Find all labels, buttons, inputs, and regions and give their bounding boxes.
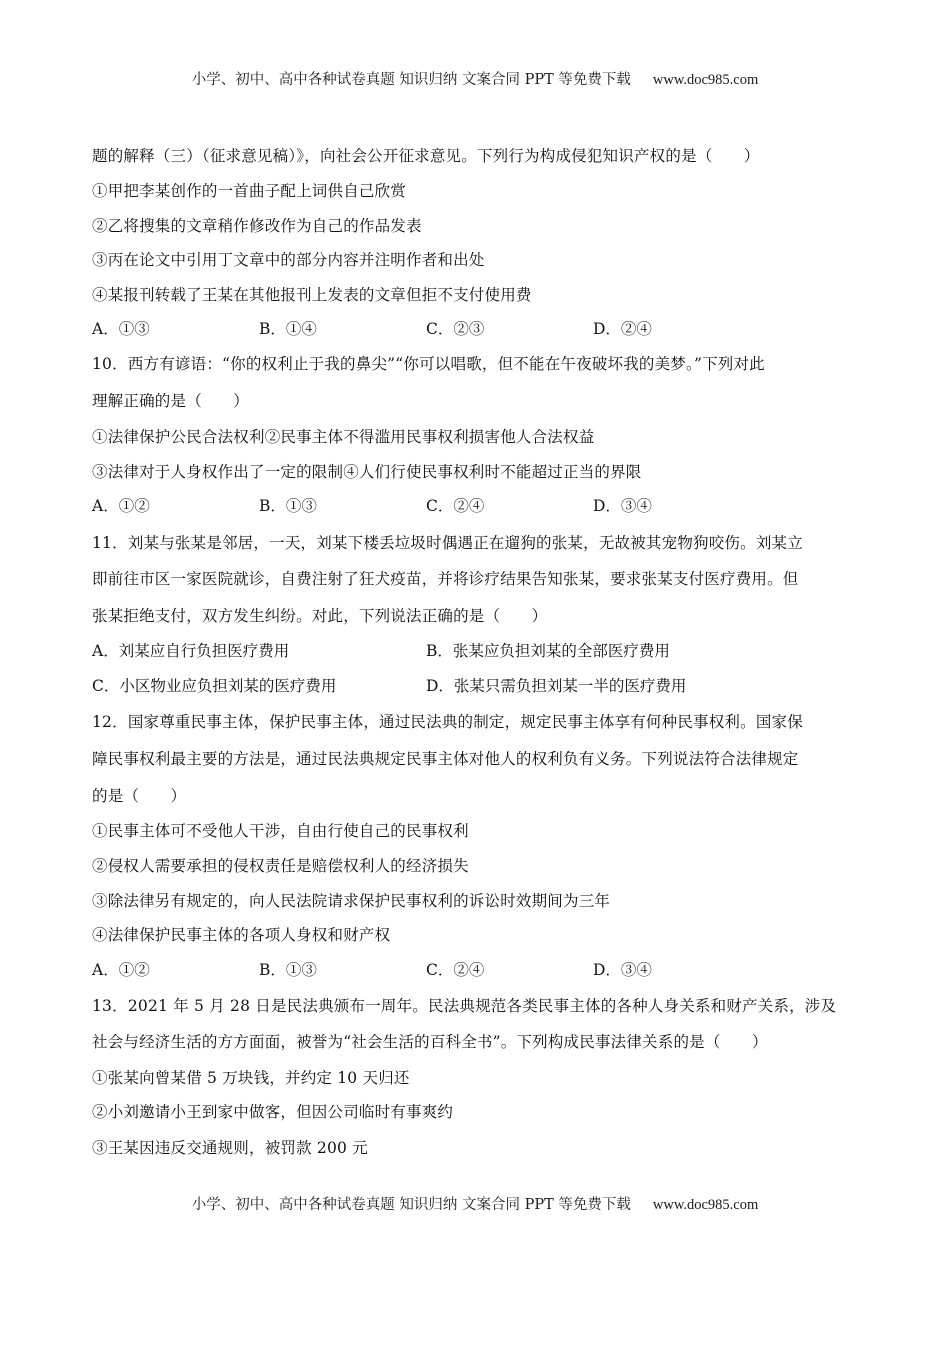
question-stem: 12．国家尊重民事主体，保护民事主体，通过民法典的制定，规定民事主体享有何种民事权利。国家保 xyxy=(92,713,803,731)
question-stem: 10．西方有谚语：“你的权利止于我的鼻尖”“你可以唱歌，但不能在午夜破坏我的美梦。”下列对此 xyxy=(92,355,765,373)
statement-item: ③法律对于人身权作出了一定的限制④人们行使民事权利时不能超过正当的界限 xyxy=(92,463,642,481)
page-header xyxy=(0,68,950,89)
question-stem: 的是（ ） xyxy=(92,787,187,805)
question-stem: 理解正确的是（ ） xyxy=(92,392,250,410)
option-b: B．张某应负担刘某的全部医疗费用 xyxy=(426,642,670,660)
statement-item: ③王某因违反交通规则，被罚款 200 元 xyxy=(92,1139,368,1157)
option-c: C．②③ xyxy=(426,320,485,338)
question-stem: 即前往市区一家医院就诊，自费注射了狂犬疫苗，并将诊疗结果告知张某，要求张某支付医疗费用。但 xyxy=(92,570,799,588)
header-url[interactable]: www.doc985.com xyxy=(652,72,759,88)
option-c: C．②④ xyxy=(426,497,485,515)
option-c: C．小区物业应负担刘某的医疗费用 xyxy=(92,677,337,695)
statement-item: ④法律保护民事主体的各项人身权和财产权 xyxy=(92,926,391,944)
option-a: A．①② xyxy=(92,961,150,979)
question-stem: 题的解释（三）（征求意见稿）》，向社会公开征求意见。下列行为构成侵犯知识产权的是（ ） xyxy=(92,147,760,165)
statement-item: ④某报刊转载了王某在其他报刊上发表的文章但拒不支付使用费 xyxy=(92,286,532,304)
option-a: A．刘某应自行负担医疗费用 xyxy=(92,642,290,660)
header-text: 小学、初中、高中各种试卷真题 知识归纳 文案合同 PPT 等免费下载 xyxy=(191,72,631,88)
question-stem: 张某拒绝支付，双方发生纠纷。对此，下列说法正确的是（ ） xyxy=(92,607,548,625)
option-b: B．①③ xyxy=(259,961,317,979)
question-stem: 11．刘某与张某是邻居，一天，刘某下楼丢垃圾时偶遇正在遛狗的张某，无故被其宠物狗咬伤。刘某立 xyxy=(92,534,803,552)
statement-item: ①张某向曾某借 5 万块钱，并约定 10 天归还 xyxy=(92,1069,410,1087)
option-b: B．①③ xyxy=(259,497,317,515)
statement-item: ②侵权人需要承担的侵权责任是赔偿权利人的经济损失 xyxy=(92,857,469,875)
footer-text: 小学、初中、高中各种试卷真题 知识归纳 文案合同 PPT 等免费下载 xyxy=(191,1197,631,1213)
statement-item: ③丙在论文中引用丁文章中的部分内容并注明作者和出处 xyxy=(92,251,485,269)
option-d: D．③④ xyxy=(593,961,652,979)
option-d: D．③④ xyxy=(593,497,652,515)
question-stem: 障民事权利最主要的方法是，通过民法典规定民事主体对他人的权利负有义务。下列说法符合法律规定 xyxy=(92,750,799,768)
statement-item: ①民事主体可不受他人干涉，自由行使自己的民事权利 xyxy=(92,822,469,840)
statement-item: ①甲把李某创作的一首曲子配上词供自己欣赏 xyxy=(92,182,407,200)
statement-item: ①法律保护公民合法权利②民事主体不得滥用民事权利损害他人合法权益 xyxy=(92,428,595,446)
statement-item: ②乙将搜集的文章稍作修改作为自己的作品发表 xyxy=(92,217,422,235)
option-a: A．①② xyxy=(92,497,150,515)
question-stem: 13．2021 年 5 月 28 日是民法典颁布一周年。民法典规范各类民事主体的各种人身关系和财产关系，涉及 xyxy=(92,997,837,1015)
option-b: B．①④ xyxy=(259,320,317,338)
statement-item: ③除法律另有规定的，向人民法院请求保护民事权利的诉讼时效期间为三年 xyxy=(92,892,611,910)
statement-item: ②小刘邀请小王到家中做客，但因公司临时有事爽约 xyxy=(92,1103,454,1121)
option-d: D．张某只需负担刘某一半的医疗费用 xyxy=(426,677,687,695)
question-stem: 社会与经济生活的方方面面，被誉为“社会生活的百科全书”。下列构成民事法律关系的是（ ） xyxy=(92,1033,768,1051)
option-a: A．①③ xyxy=(92,320,150,338)
option-c: C．②④ xyxy=(426,961,485,979)
footer-url[interactable]: www.doc985.com xyxy=(652,1197,759,1213)
page-footer xyxy=(0,1193,950,1214)
option-d: D．②④ xyxy=(593,320,652,338)
